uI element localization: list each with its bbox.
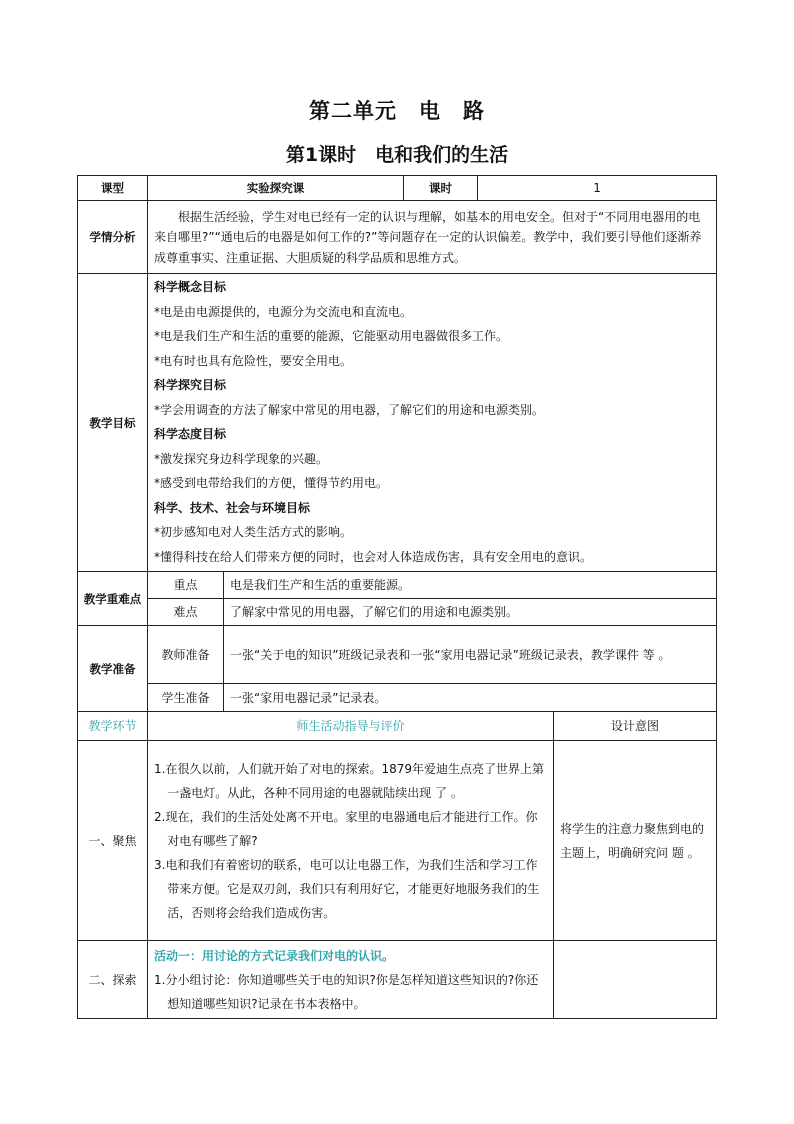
key-points-row: [78, 572, 717, 599]
teaching-goals-content: [148, 274, 717, 572]
goal-item: *激发探究身边科学现象的兴趣。: [154, 451, 329, 466]
stage-intent-empty: [554, 941, 717, 1019]
stage-activity: [148, 741, 554, 941]
goal-item: *感受到电带给我们的方便，懂得节约用电。: [154, 476, 389, 490]
teacher-prep-label: 教师准备: [148, 626, 224, 684]
goal-heading: 科学探究目标: [154, 378, 227, 392]
student-prep-row: [78, 684, 717, 712]
stage-intent: 将学生的注意力聚焦到电的主题上，明确研究问 题 。: [554, 741, 717, 941]
learning-analysis-label: 学情分析: [78, 201, 148, 274]
stage-header: 教学环节: [78, 712, 148, 741]
activity-item: 3.电和我们有着密切的联系，电可以让电器工作，为我们生活和学习工作带来方便。它是双刃剑，我们只有利用好它，才能更好地服务我们的生活，否则将会给我们造成伤害。: [154, 857, 540, 920]
focus-text: 电是我们生产和生活的重要能源。: [224, 572, 717, 599]
goal-item: *懂得科技在给人们带来方便的同时，也会对人体造成伤害，具有安全用电的意识。: [154, 549, 593, 564]
goal-item: *学会用调查的方法了解家中常见的用电器，了解它们的用途和电源类别。: [154, 402, 545, 417]
teacher-prep-text: 一张“关于电的知识”班级记录表和一张“家用电器记录”班级记录表，教学课件 等 。: [224, 626, 717, 684]
goal-item: *电是我们生产和生活的重要的能源，它能驱动用电器做很多工作。: [154, 329, 509, 343]
activity-item: 1.在很久以前，人们就开始了对电的探索。1879年爱迪生点亮了世界上第一盏电灯。从此，各种不同用途的电器就陆续出现 了 。: [154, 761, 544, 800]
unit-title: 第二单元 电 路: [309, 99, 485, 123]
stage-focus-row: [78, 741, 717, 941]
course-type-row: [78, 176, 717, 201]
stage-activity: [148, 941, 554, 1019]
process-header-row: [78, 712, 717, 741]
goal-item: *初步感知电对人类生活方式的影响。: [154, 525, 353, 539]
activity-header: 师生活动指导与评价: [148, 712, 554, 741]
preparation-label: 教学准备: [78, 626, 148, 712]
course-type-label: 课型: [78, 176, 148, 201]
teaching-goals-row: [78, 274, 717, 572]
class-hours-label: 课时: [404, 176, 478, 201]
goal-item: *电有时也具有危险性，要安全用电。: [154, 353, 353, 368]
key-points-label: 教学重难点: [78, 572, 148, 626]
student-prep-label: 学生准备: [148, 684, 224, 712]
difficulty-label: 难点: [148, 599, 224, 626]
learning-analysis-text: 根据生活经验，学生对电已经有一定的认识与理解，如基本的用电安全。但对于“不同用电器用的电来自哪里?”“通电后的电器是如何工作的?”等问题存在一定的认识偏差。教学中，我们要引导他们逐渐养成尊重事实、注重证据、大胆质疑的科学品质和思维方式。: [148, 201, 717, 274]
activity-item: 2.现在，我们的生活处处离不开电。家里的电器通电后才能进行工作。你对电有哪些了解?: [154, 809, 538, 848]
goal-heading: 科学、技术、社会与环境目标: [154, 500, 311, 515]
difficulty-text: 了解家中常见的用电器，了解它们的用途和电源类别。: [224, 599, 717, 626]
focus-label: 重点: [148, 572, 224, 599]
stage-explore-row: [78, 941, 717, 1019]
intent-header: 设计意图: [554, 712, 717, 741]
lesson-title: 第1课时 电和我们的生活: [285, 144, 509, 166]
activity-title: 活动一：用讨论的方式记录我们对电的认识。: [154, 948, 395, 963]
stage-name: 二、探索: [78, 941, 148, 1019]
difficulty-row: [78, 599, 717, 626]
goal-item: *电是由电源提供的，电源分为交流电和直流电。: [154, 304, 413, 319]
goal-heading: 科学概念目标: [154, 280, 227, 294]
teaching-goals-label: 教学目标: [78, 274, 148, 572]
learning-analysis-row: [78, 201, 717, 274]
stage-name: 一、聚焦: [78, 741, 148, 941]
lesson-plan-table: [77, 175, 717, 1019]
teacher-prep-row: [78, 626, 717, 684]
class-hours-value: 1: [478, 176, 717, 201]
course-type-value: 实验探究课: [148, 176, 404, 201]
goal-heading: 科学态度目标: [154, 427, 227, 441]
activity-item: 1.分小组讨论：你知道哪些关于电的知识?你是怎样知道这些知识的?你还想知道哪些知识?记录在书本表格中。: [154, 972, 539, 1011]
student-prep-text: 一张“家用电器记录”记录表。: [224, 684, 717, 712]
